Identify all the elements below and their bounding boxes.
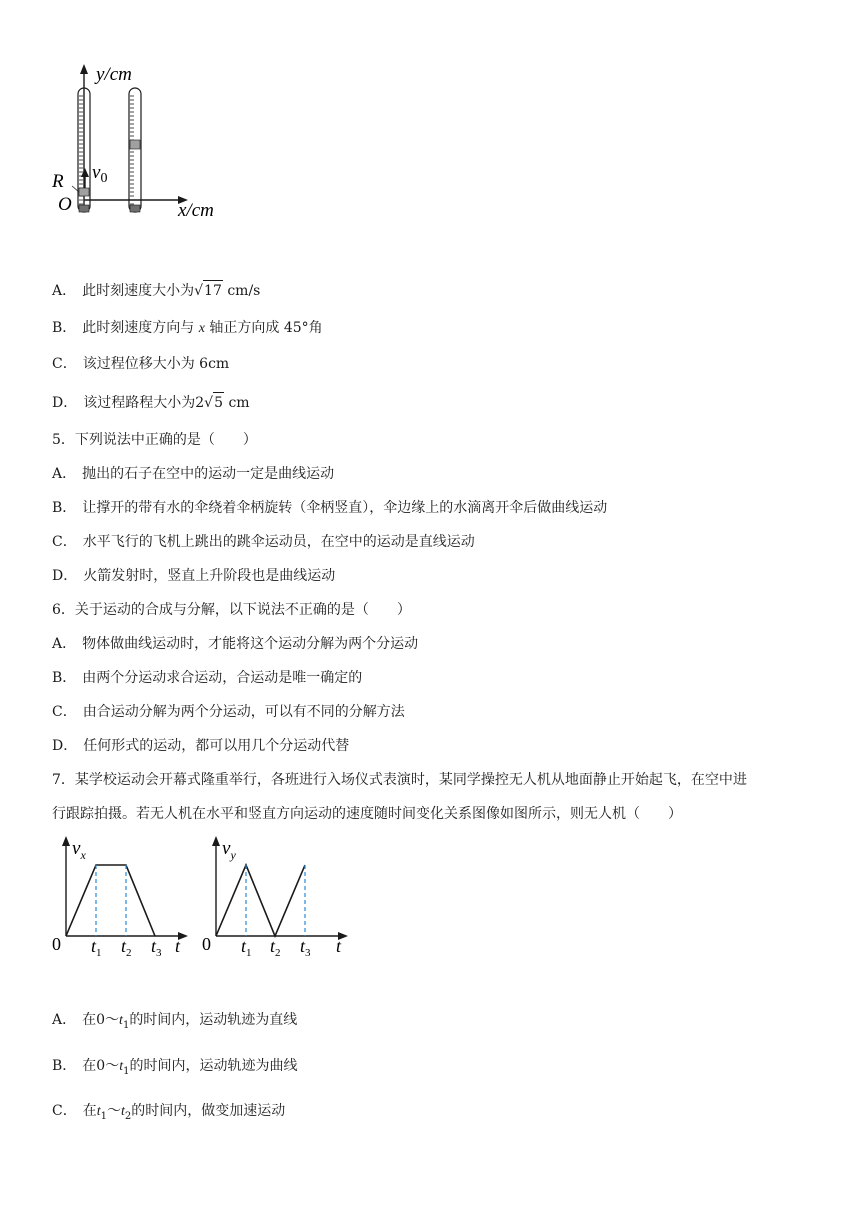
q4-option-d bbox=[52, 392, 250, 413]
option-label: A． bbox=[52, 283, 77, 299]
q4-option-a bbox=[52, 280, 260, 301]
q6-stem: 6．关于运动的合成与分解，以下说法不正确的是（ ） bbox=[52, 602, 411, 618]
q5-option-a: A． 抛出的石子在空中的运动一定是曲线运动 bbox=[52, 466, 335, 482]
t1-label: $t_1$ bbox=[241, 936, 252, 959]
tube-figure bbox=[48, 60, 238, 230]
t3-label: $t_3$ bbox=[300, 936, 311, 959]
q4-option-b bbox=[52, 318, 323, 339]
q5-option-d: D． 火箭发射时，竖直上升阶段也是曲线运动 bbox=[52, 568, 336, 584]
q5-stem: 5．下列说法中正确的是（ ） bbox=[52, 432, 257, 448]
option-text: 该过程位移大小为 6cm bbox=[82, 356, 230, 372]
option-text: 此时刻速度大小为 bbox=[82, 283, 195, 299]
origin-label: 0 bbox=[52, 934, 61, 954]
unit: cm/s bbox=[227, 283, 261, 299]
q7-stem-line1: 7．某学校运动会开幕式隆重举行，各班进行入场仪式表演时，某同学操控无人机从地面静止开始起飞，在空中进 bbox=[52, 772, 747, 788]
sqrt-expression: √5 bbox=[204, 392, 224, 413]
vx-axis-label: $v_x$ bbox=[72, 838, 86, 862]
q7-stem-line2: 行跟踪拍摄。若无人机在水平和竖直方向运动的速度随时间变化关系图像如图所示，则无人机（ ） bbox=[52, 806, 682, 822]
unit: cm bbox=[228, 395, 250, 411]
option-label: B． bbox=[52, 320, 77, 336]
t-axis-label: t bbox=[175, 936, 181, 956]
y-axis-label: y/cm bbox=[96, 64, 132, 85]
v0-label: $v_0$ bbox=[92, 162, 108, 186]
option-text: 轴正方向成 45°角 bbox=[209, 320, 323, 336]
radicand: 17 bbox=[203, 280, 223, 301]
origin-label: O bbox=[58, 194, 72, 215]
q6-option-a: A． 物体做曲线运动时，才能将这个运动分解为两个分运动 bbox=[52, 636, 419, 652]
coefficient: 2 bbox=[195, 395, 205, 411]
t1-label: $t_1$ bbox=[91, 936, 102, 959]
t-axis-label: t bbox=[336, 936, 342, 956]
q7-option-b: B． 在$0\sim t_1$的时间内，运动轨迹为曲线 bbox=[52, 1058, 298, 1077]
option-label: C． bbox=[52, 356, 77, 372]
vx-curve bbox=[66, 865, 155, 936]
t3-label: $t_3$ bbox=[151, 936, 162, 959]
q6-option-d: D． 任何形式的运动，都可以用几个分运动代替 bbox=[52, 738, 350, 754]
option-text: 此时刻速度方向与 bbox=[82, 320, 195, 336]
vy-time-graph bbox=[198, 834, 358, 964]
origin-label: 0 bbox=[202, 934, 211, 954]
t2-label: $t_2$ bbox=[121, 936, 132, 959]
option-text: 该过程路程大小为 bbox=[83, 395, 196, 411]
option-label: D． bbox=[52, 395, 78, 411]
q4-option-c bbox=[52, 354, 229, 374]
vy-axis-label: $v_y$ bbox=[222, 838, 236, 862]
variable-x: x bbox=[198, 321, 205, 336]
q6-option-b: B． 由两个分运动求合运动，合运动是唯一确定的 bbox=[52, 670, 363, 686]
q5-option-c: C． 水平飞行的飞机上跳出的跳伞运动员，在空中的运动是直线运动 bbox=[52, 534, 475, 550]
q7-option-c: C． 在$t_1\sim t_2$的时间内，做变加速运动 bbox=[52, 1103, 286, 1122]
r-label: R bbox=[52, 171, 64, 192]
q6-option-c: C． 由合运动分解为两个分运动，可以有不同的分解方法 bbox=[52, 704, 405, 720]
q5-option-b: B． 让撑开的带有水的伞绕着伞柄旋转（伞柄竖直），伞边缘上的水滴离开伞后做曲线运动 bbox=[52, 500, 608, 516]
q7-option-a: A． 在$0\sim t_1$的时间内，运动轨迹为直线 bbox=[52, 1012, 298, 1031]
sqrt-expression: √17 bbox=[194, 280, 223, 301]
t2-label: $t_2$ bbox=[270, 936, 281, 959]
vy-curve bbox=[216, 865, 305, 936]
x-axis-label: x/cm bbox=[178, 200, 214, 221]
vx-time-graph bbox=[48, 834, 198, 964]
radicand: 5 bbox=[213, 392, 224, 413]
